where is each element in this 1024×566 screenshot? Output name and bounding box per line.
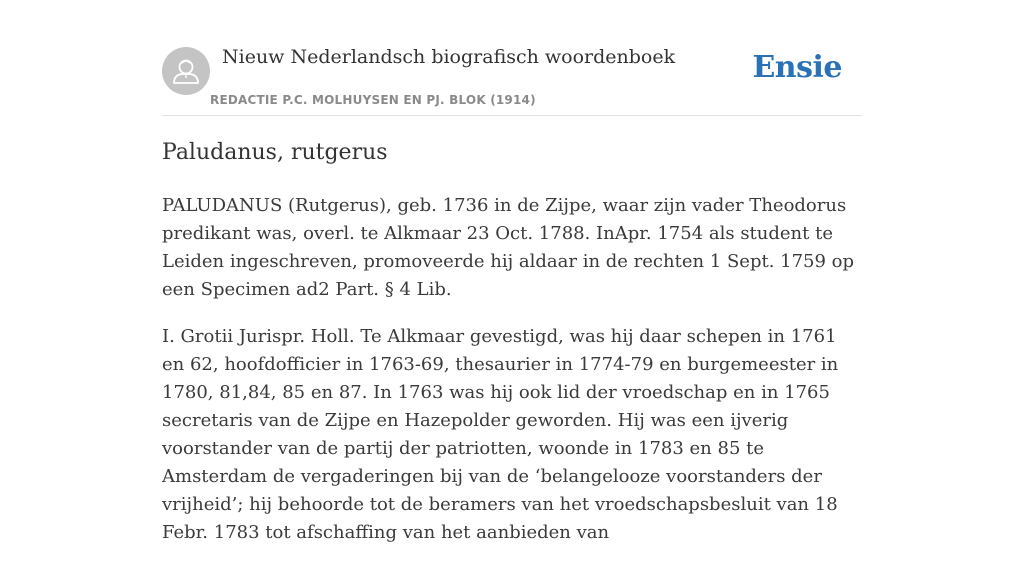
source-title[interactable]: Nieuw Nederlandsch biografisch woordenboek (222, 46, 676, 68)
article-paragraph: I. Grotii Jurispr. Holl. Te Alkmaar gevestigd, was hij daar schepen in 1761 en 62, hoofdofficier in 1763-69, thesaurier in 1774-79 en burgemeester in 1780, 81,84, 85 en 87. In 1763 was hij ook lid der vroedschap en in 1765 secretaris van de Zijpe en Hazepolder geworden. Hij was een ijverig voorstander van de partij der patriotten, woonde in 1783 en 85 te Amsterdam de vergaderingen bij van de ‘belangelooze voorstanders der vrijheid’; hij behoorde tot de beramers van het vroedschapsbesluit van 18 Febr. 1783 tot afschaffing van het aanbieden van (162, 326, 839, 543)
article-body (162, 192, 862, 566)
article-paragraph: PALUDANUS (Rutgerus), geb. 1736 in de Zijpe, waar zijn vader Theodorus predikant was, overl. te Alkmaar 23 Oct. 1788. InApr. 1754 als student te Leiden ingeschreven, promoveerde hij aldaar in de rechten 1 Sept. 1759 op een Specimen ad2 Part. § 4 Lib. (162, 195, 855, 300)
source-subtitle: REDACTIE P.C. MOLHUYSEN EN PJ. BLOK (1914) (210, 93, 536, 107)
user-avatar-icon[interactable] (162, 47, 210, 95)
source-header (162, 44, 862, 116)
ensie-logo[interactable]: Ensie (752, 50, 842, 85)
article-title: Paludanus, rutgerus (162, 140, 388, 165)
